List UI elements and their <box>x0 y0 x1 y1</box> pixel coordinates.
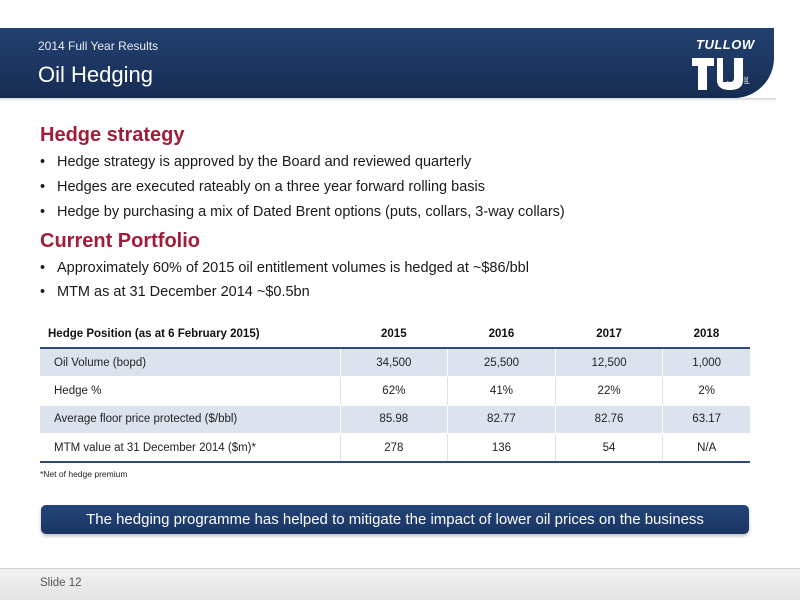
bullet-dot-icon: • <box>40 284 46 300</box>
logo-wordmark: TULLOW <box>696 37 755 52</box>
table-row <box>40 377 750 406</box>
table-row <box>40 405 750 434</box>
bullet-dot-icon: • <box>40 179 46 195</box>
table-cell: 62% <box>340 377 448 406</box>
header-banner <box>0 28 774 98</box>
table-cell: 2% <box>663 377 750 406</box>
current-portfolio-heading: Current Portfolio <box>40 230 200 252</box>
row-label: MTM value at 31 December 2014 ($m)* <box>40 434 340 463</box>
header-shadow <box>0 98 776 101</box>
table-cell: 85.98 <box>340 405 448 434</box>
bullet-text: Hedges are executed rateably on a three year forward rolling basis <box>57 179 485 195</box>
table-cell: 34,500 <box>340 348 448 377</box>
bullet-dot-icon: • <box>40 260 46 276</box>
table-cell: 22% <box>555 377 663 406</box>
strategy-bullet <box>40 204 565 220</box>
slide-footer <box>0 568 800 600</box>
table-cell: 82.77 <box>448 405 556 434</box>
row-label: Oil Volume (bopd) <box>40 348 340 377</box>
slide-number: Slide 12 <box>40 577 82 589</box>
tullow-logo-icon <box>688 36 758 92</box>
portfolio-bullet <box>40 260 529 276</box>
hedge-strategy-heading: Hedge strategy <box>40 124 185 146</box>
bullet-dot-icon: • <box>40 204 46 220</box>
table-cell: 278 <box>340 434 448 463</box>
slide-title: Oil Hedging <box>38 62 153 87</box>
column-header: Hedge Position (as at 6 February 2015) <box>40 320 340 348</box>
portfolio-bullet <box>40 284 310 300</box>
table-cell: 54 <box>555 434 663 463</box>
bullet-text: Hedge strategy is approved by the Board and reviewed quarterly <box>57 154 472 170</box>
presentation-subtitle: 2014 Full Year Results <box>38 39 159 53</box>
column-header: 2015 <box>340 320 448 348</box>
column-header: 2018 <box>663 320 750 348</box>
bullet-text: MTM as at 31 December 2014 ~$0.5bn <box>57 284 310 300</box>
table-cell: 82.76 <box>555 405 663 434</box>
table-cell: 1,000 <box>663 348 750 377</box>
hedge-position-table <box>40 320 750 463</box>
key-message-callout: The hedging programme has helped to mitigate the impact of lower oil prices on the business <box>41 505 749 534</box>
bullet-text: Hedge by purchasing a mix of Dated Brent options (puts, collars, 3-way collars) <box>57 204 565 220</box>
strategy-bullet <box>40 179 485 195</box>
table-cell: 63.17 <box>663 405 750 434</box>
table-row <box>40 434 750 463</box>
row-label: Average floor price protected ($/bbl) <box>40 405 340 434</box>
table-row <box>40 348 750 377</box>
table-cell: 12,500 <box>555 348 663 377</box>
bullet-dot-icon: • <box>40 154 46 170</box>
table-cell: 136 <box>448 434 556 463</box>
table-cell: N/A <box>663 434 750 463</box>
table-header-row <box>40 320 750 348</box>
table-cell: 41% <box>448 377 556 406</box>
column-header: 2016 <box>448 320 556 348</box>
logo-plc: plc <box>744 76 750 84</box>
row-label: Hedge % <box>40 377 340 406</box>
table-footnote: *Net of hedge premium <box>40 469 128 479</box>
bullet-text: Approximately 60% of 2015 oil entitlement volumes is hedged at ~$86/bbl <box>57 260 529 276</box>
column-header: 2017 <box>555 320 663 348</box>
table-cell: 25,500 <box>448 348 556 377</box>
strategy-bullet <box>40 154 471 170</box>
